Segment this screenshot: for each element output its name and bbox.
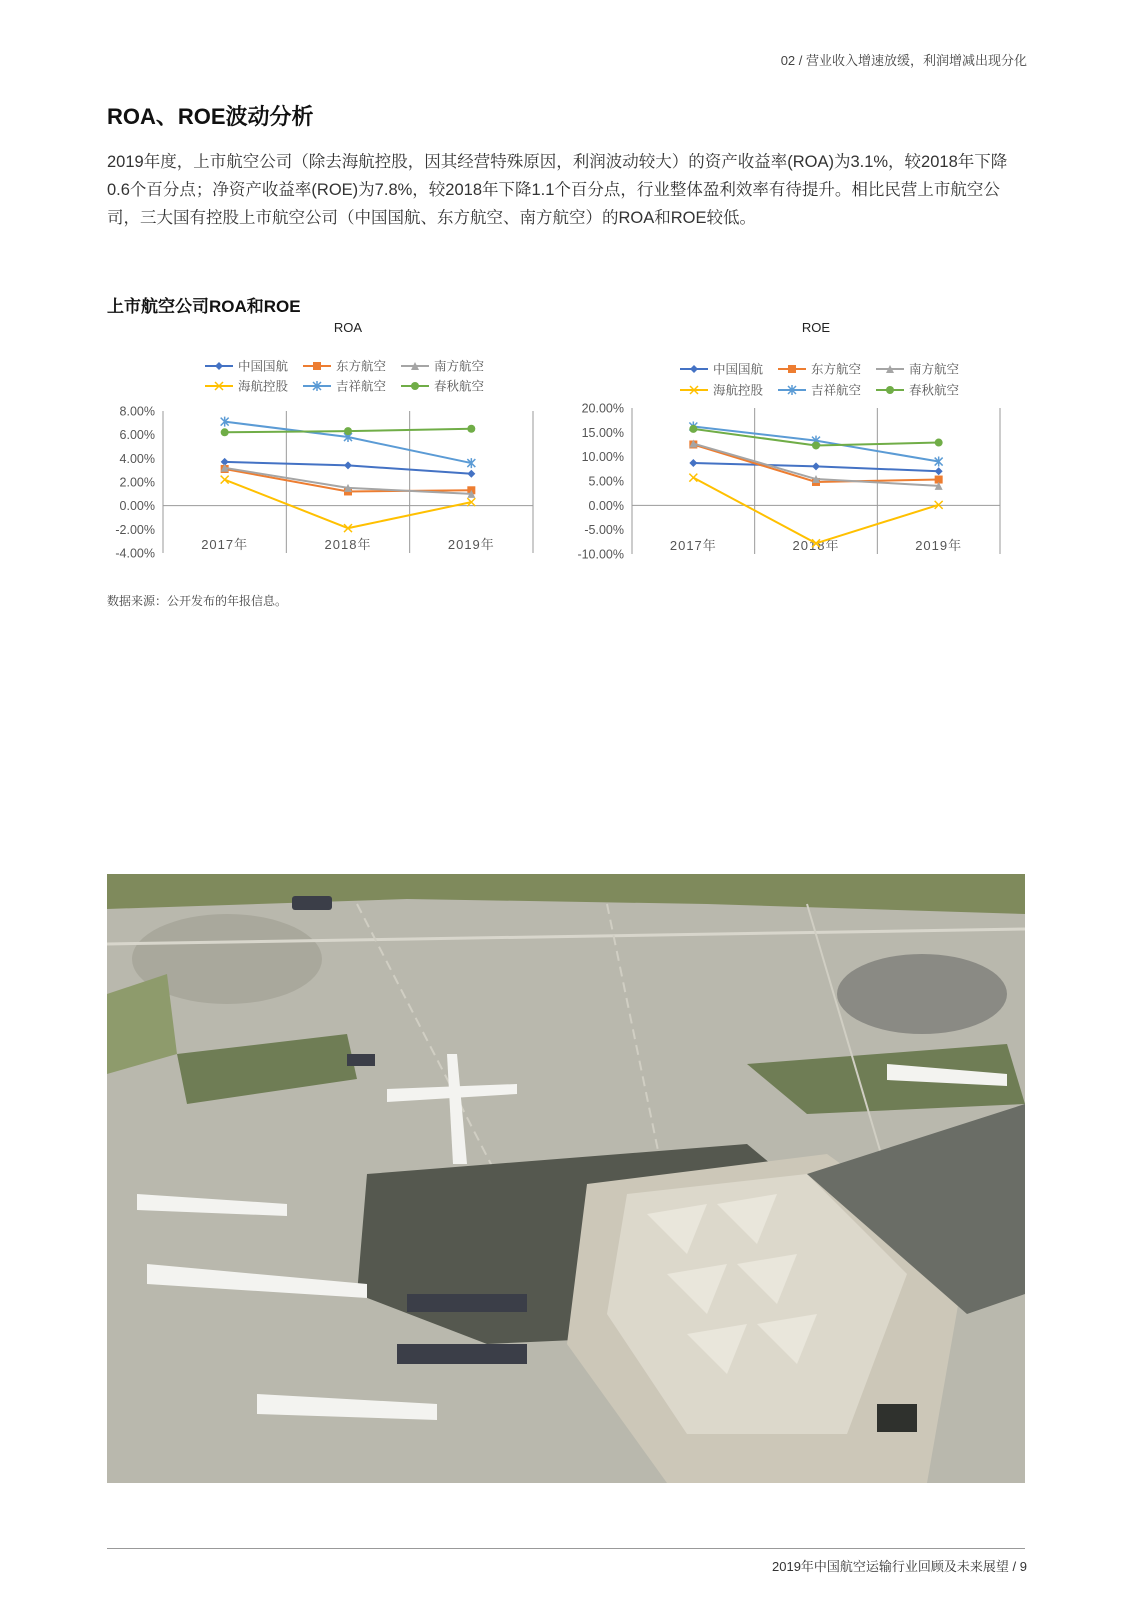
roa-data-point — [467, 470, 475, 478]
roe-data-point — [935, 467, 943, 475]
roa-legend-label: 海航控股 — [238, 379, 289, 394]
roe-legend-item-3 — [876, 362, 959, 377]
roe-legend-marker — [690, 365, 698, 373]
roe-legend-label: 南方航空 — [909, 362, 960, 377]
roe-legend-marker — [886, 386, 894, 394]
roe-legend-item-2 — [778, 362, 861, 377]
roa-data-point — [467, 425, 475, 433]
roe-y-tick-label: 15.00% — [581, 425, 624, 440]
roa-legend-label: 吉祥航空 — [336, 379, 387, 394]
roa-data-point — [221, 476, 229, 484]
roe-legend-label: 东方航空 — [811, 362, 862, 377]
running-footer: 2019年中国航空运输行业回顾及未来展望 / 9 — [772, 1559, 1027, 1574]
airport-aerial-photo — [107, 874, 1025, 1483]
roe-data-point — [935, 439, 943, 447]
roe-data-point — [689, 474, 697, 482]
roe-y-tick-label: 0.00% — [588, 498, 624, 513]
roe-data-point — [689, 425, 697, 433]
roe-y-tick-label: -5.00% — [584, 523, 624, 538]
roa-y-tick-label: 8.00% — [119, 404, 155, 419]
roa-legend-item-6 — [401, 379, 484, 394]
roe-y-tick-label: 10.00% — [581, 450, 624, 465]
roa-legend-item-2 — [303, 359, 386, 374]
body-paragraph: 2019年度，上市航空公司（除去海航控股，因其经营特殊原因，利润波动较大）的资产收益率(ROA)为3.1%，较2018年下降0.6个百分点；净资产收益率(ROE)为7.8%，较2018年下降1.1个百分点，行业整体盈利效率有待提升。相比民营上市航空公司，三大国有控股上市航空公司（中国国航、东方航空、南方航空）的ROA和ROE较低。 — [107, 153, 1008, 227]
roa-legend-marker — [411, 382, 419, 390]
roa-line-chart — [105, 318, 545, 570]
roa-legend-marker — [215, 362, 223, 370]
roe-chart-title: ROE — [801, 320, 831, 335]
roe-x-tick-label: 2017年 — [669, 538, 717, 553]
roe-legend-label: 春秋航空 — [909, 383, 960, 398]
roe-y-tick-label: 5.00% — [588, 474, 624, 489]
roe-legend-item-5 — [778, 383, 861, 398]
roa-legend-item-5 — [303, 379, 386, 394]
roa-legend-marker — [313, 362, 321, 370]
roe-data-point — [812, 441, 820, 449]
roe-legend-item-4 — [680, 383, 764, 398]
roe-series-line — [693, 478, 938, 544]
roe-legend-label: 吉祥航空 — [811, 383, 862, 398]
roa-legend-label: 春秋航空 — [434, 379, 485, 394]
roa-data-point — [344, 427, 352, 435]
roa-y-tick-label: 0.00% — [119, 499, 155, 514]
roe-legend-label: 中国国航 — [713, 362, 764, 377]
roe-legend-marker — [788, 365, 796, 373]
roe-x-tick-label: 2019年 — [915, 538, 963, 553]
roa-data-point — [221, 428, 229, 436]
roa-y-tick-label: 2.00% — [119, 475, 155, 490]
roe-y-tick-label: 20.00% — [581, 401, 624, 416]
roa-legend-item-4 — [205, 379, 289, 394]
roa-legend-item-3 — [401, 359, 484, 374]
roe-legend-label: 海航控股 — [713, 383, 764, 398]
roe-y-tick-label: -10.00% — [577, 547, 624, 562]
footer-divider — [107, 1548, 1025, 1549]
roa-x-tick-label: 2019年 — [447, 537, 495, 552]
roe-legend-item-6 — [876, 383, 959, 398]
roa-x-tick-label: 2018年 — [324, 537, 372, 552]
roa-legend-item-1 — [205, 359, 289, 374]
roa-y-tick-label: 4.00% — [119, 451, 155, 466]
roa-y-tick-label: 6.00% — [119, 428, 155, 443]
roa-series-5 — [221, 417, 476, 468]
roa-data-point — [344, 461, 352, 469]
roe-legend-item-1 — [680, 362, 764, 377]
roa-y-tick-label: -2.00% — [115, 522, 155, 537]
roe-data-point — [689, 459, 697, 467]
roa-legend-label: 南方航空 — [434, 359, 485, 374]
roa-y-tick-label: -4.00% — [115, 546, 155, 561]
roe-data-point — [812, 462, 820, 470]
source-note: 数据来源：公开发布的年报信息。 — [107, 594, 288, 608]
running-header: 02 / 营业收入增速放缓，利润增减出现分化 — [780, 53, 1027, 68]
section-title: ROA、ROE波动分析 — [107, 104, 314, 129]
roa-legend-label: 东方航空 — [336, 359, 387, 374]
roa-x-tick-label: 2017年 — [201, 537, 249, 552]
airport-aerial-illustration — [107, 874, 1025, 1483]
charts-title: 上市航空公司ROA和ROE — [107, 297, 301, 316]
roe-series-1 — [689, 459, 942, 475]
roa-chart-title: ROA — [333, 320, 363, 335]
roe-x-tick-label: 2018年 — [792, 538, 840, 553]
roa-legend-label: 中国国航 — [238, 359, 289, 374]
roe-line-chart — [572, 318, 1012, 570]
